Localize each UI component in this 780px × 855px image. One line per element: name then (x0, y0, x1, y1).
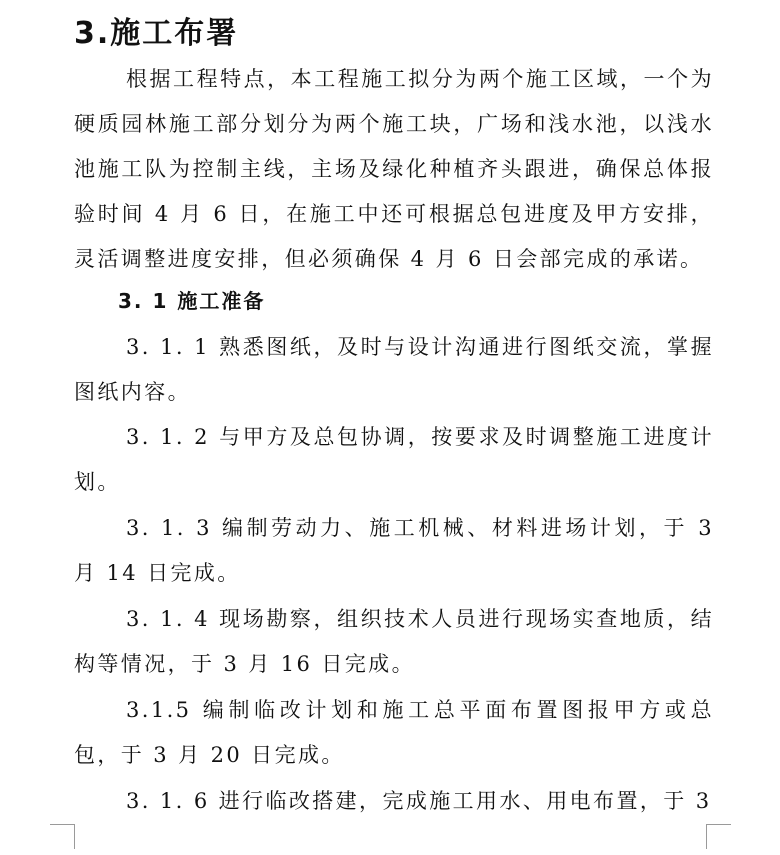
list-item: 3. 1. 2 与甲方及总包协调，按要求及时调整施工进度计划。 (74, 425, 714, 494)
section-heading: 3.施工布署 (74, 16, 239, 51)
list-item: 3.1.5 编制临改计划和施工总平面布置图报甲方或总包，于 3 月 20 日完成。 (74, 698, 714, 767)
list-item: 3. 1. 1 熟悉图纸，及时与设计沟通进行图纸交流，掌握图纸内容。 (74, 335, 714, 404)
subsection-title: 3. 1 施工准备 (118, 289, 266, 313)
list-item: 3. 1. 4 现场勘察，组织技术人员进行现场实查地质，结构等情况，于 3 月 16 日完成。 (74, 607, 714, 676)
intro-paragraph: 根据工程特点，本工程施工拟分为两个施工区域，一个为硬质园林施工部分划分为两个施工块，广场和浅水池，以浅水池施工队为控制主线，主场及绿化种植齐头跟进，确保总体报验时间 4 月 6 日，在施工中还可根据总包进度及甲方安排，灵活调整进度安排，但必须确保 4 月 6 日会部完成的承诺。 (74, 67, 714, 271)
list-item: 3. 1. 3 编制劳动力、施工机械、材料进场计划，于 3 月 14 日完成。 (74, 516, 714, 585)
page-corner-mark-left (50, 824, 75, 849)
list-item: 3. 1. 6 进行临改搭建，完成施工用水、用电布置，于 3 (126, 789, 712, 813)
page-corner-mark-right (706, 824, 731, 849)
